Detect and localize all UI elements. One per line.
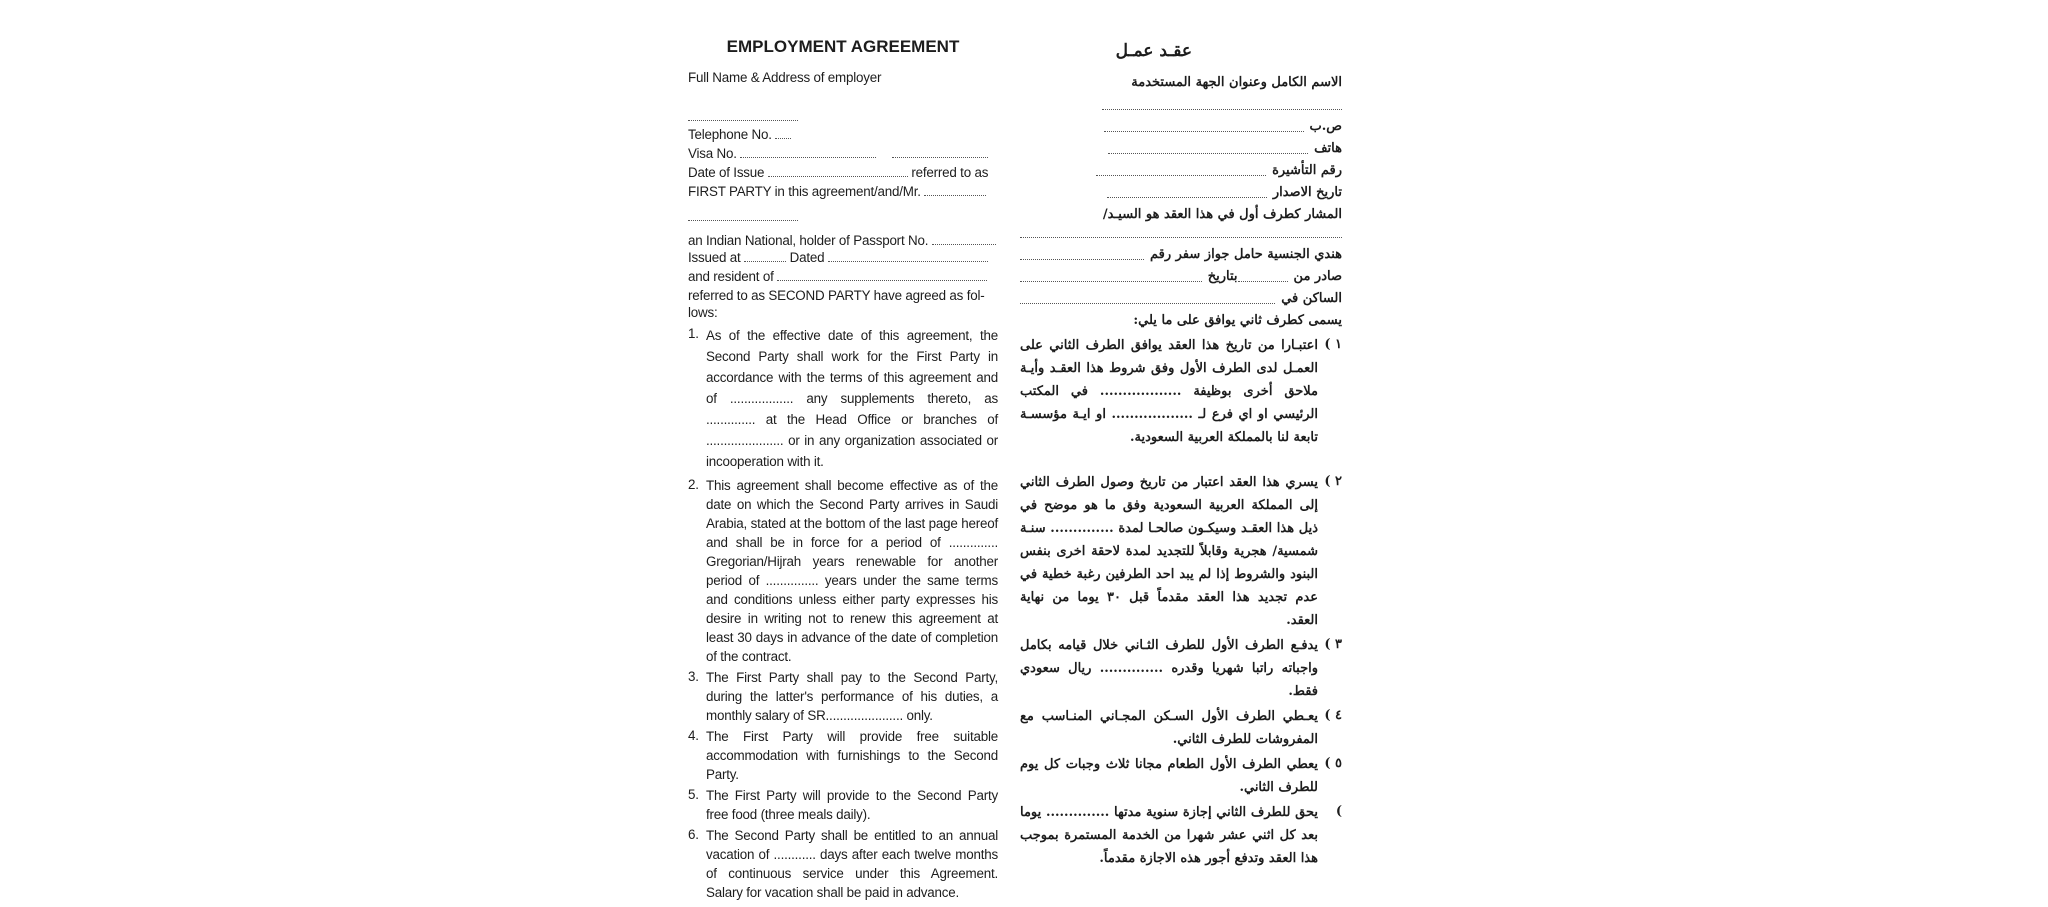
arabic-visa-row [1020, 160, 1342, 182]
arabic-clause-number: ٣ ) [1324, 637, 1342, 652]
clause-number: 2. [688, 477, 699, 492]
arabic-first-party-extra-row [1020, 226, 1342, 244]
passport-row [688, 232, 998, 249]
english-column [688, 34, 998, 902]
arabic-clause-text: اعتبـارا من تاريخ هذا العقد يوافق الطرف الثاني على العمـل لدى الطرف الأول وفق شروط هذا العقـد وأيـة ملاحق أخرى بوظيفة .................. في المكتب الرئيسي او اي فرع لـ .................. او ايـة مؤسسـة تابعة لنا بالمملكة العربية السعودية. [1020, 338, 1318, 445]
clause-text: The Second Party shall be entitled to an annual vacation of ............ days after each twelve months of continuous service under this Agreement. Salary for vacation shall be paid in advance. [706, 828, 998, 900]
arabic-clause-text: يدفـع الطرف الأول للطرف الثـاني خلال قيامه بكامل واجباته راتبا شهريا وقدره .............. ريال سعودي فقط. [1020, 638, 1318, 699]
arabic-column [1020, 40, 1342, 870]
resident-blank [777, 270, 987, 281]
arabic-po-box-label: ص.ب [1309, 119, 1342, 134]
arabic-issue-date-row [1020, 182, 1342, 204]
telephone-row [688, 126, 998, 143]
clause-text: The First Party will provide free suitable accommodation with furnishings to the Second Party. [706, 729, 998, 782]
visa-blank-1 [740, 147, 876, 158]
arabic-clause-text: يعـطي الطرف الأول السـكن المجـاني المنـاسب مع المفروشات للطرف الثاني. [1020, 709, 1318, 747]
passport-blank [932, 234, 996, 245]
visa-blank-2 [892, 147, 988, 158]
arabic-dated-label: بتاريخ [1207, 269, 1238, 284]
arabic-issue-date-label: تاريخ الاصدار [1272, 185, 1342, 200]
arabic-clause-number: ٥ ) [1324, 756, 1342, 771]
telephone-blank [775, 128, 791, 139]
arabic-second-party-line: يسمى كطرف ثاني يوافق على ما يلي: [1133, 313, 1342, 328]
arabic-issued-from-label: صادر من [1293, 269, 1342, 284]
arabic-phone-label: هاتف [1314, 141, 1342, 156]
arabic-first-party-line: المشار كطرف أول في هذا العقد هو السيـد/ [1102, 207, 1342, 222]
arabic-visa-label: رقم التأشيرة [1272, 163, 1342, 178]
arabic-po-box-row [1020, 116, 1342, 138]
clause-number: 3. [688, 669, 699, 684]
first-party-extra-blank [688, 210, 798, 221]
arabic-clause-4 [1020, 705, 1342, 751]
arabic-resident-label: الساكن في [1281, 291, 1342, 306]
arabic-clause-1 [1020, 334, 1342, 449]
first-party-blank [924, 185, 986, 196]
arabic-phone-blank [1108, 138, 1308, 154]
arabic-po-box-blank [1104, 116, 1304, 132]
arabic-resident-blank [1020, 288, 1275, 304]
visa-row [688, 145, 998, 162]
clause-4 [688, 727, 998, 784]
arabic-clause-5 [1020, 753, 1342, 799]
first-party-row [688, 183, 998, 200]
arabic-employer-field [1020, 94, 1342, 116]
employer-label: Full Name & Address of employer [688, 70, 882, 85]
clause-number: 6. [688, 827, 699, 842]
arabic-passport-blank [1020, 244, 1144, 260]
clause-text: The First Party will provide to the Second Party free food (three meals daily). [706, 788, 998, 822]
arabic-phone-row [1020, 138, 1342, 160]
resident-row [688, 268, 998, 285]
arabic-clause-number: ٤ ) [1324, 708, 1342, 723]
arabic-clause-2 [1020, 471, 1342, 632]
clause-2 [688, 476, 998, 666]
date-of-issue-blank [768, 166, 908, 177]
clause-text: As of the effective date of this agreement, the Second Party shall work for the First Party in accordance with the terms of this agreement and of .................. any supplements thereto, as .............. at the Head Office or branches of ...................... or in any organization associated or incooperation with it. [706, 328, 998, 469]
clause-text: This agreement shall become effective as of the date on which the Second Party arrives in Saudi Arabia, stated at the bottom of the last page hereof and shall be in force for a period of .............. Gregorian/Hijrah years renewable for another period of ............... years under the same terms and conditions unless either party expresses his desire in writing not to renew this agreement at least 30 days in advance of the date of completion of the contract. [706, 478, 998, 664]
arabic-clause-text: يسري هذا العقد اعتبار من تاريخ وصول الطرف الثاني إلى المملكة العربية السعودية وفق ما هو موضح في ذيل هذا العقـد وسيكـون صالحـا لمدة .............. سنـة شمسية/ هجرية وقابلاً للتجديد لمدة لاحقة اخرى بنفس البنود والشروط إذا لم يبد احد الطرفين رغبة خطية في عدم تجديد هذا العقد مقدماً قبل ٣٠ يوما من نهاية العقد. [1020, 475, 1319, 628]
referred-label: referred to as [911, 165, 989, 180]
clause-5 [688, 786, 998, 824]
clause-1 [688, 325, 998, 472]
issued-label: Issued at [688, 250, 741, 265]
employer-blank [688, 110, 798, 121]
arabic-clause-number: ١ ) [1324, 337, 1342, 352]
arabic-resident-row [1020, 288, 1342, 310]
dated-label: Dated [789, 250, 825, 265]
date-of-issue-label: Date of Issue [688, 165, 765, 180]
arabic-issued-from-blank [1238, 266, 1288, 282]
arabic-clause-6 [1020, 801, 1342, 870]
issued-blank [744, 251, 786, 262]
arabic-issued-row [1020, 266, 1342, 288]
arabic-clause-number: ) [1335, 804, 1342, 819]
first-party-extra-row [688, 200, 998, 230]
issued-row [688, 249, 998, 266]
clause-number: 5. [688, 787, 699, 802]
second-party-line: referred to as SECOND PARTY have agreed as fol- [688, 288, 985, 303]
arabic-issue-date-blank [1107, 182, 1267, 198]
arabic-employer-row [1020, 72, 1342, 94]
lows-line: lows: [688, 305, 718, 320]
employer-field [688, 86, 998, 126]
arabic-first-party-extra-blank [1020, 226, 1342, 238]
arabic-first-party-row [1020, 204, 1342, 226]
arabic-employer-label: الاسم الكامل وعنوان الجهة المستخدمة [1131, 75, 1342, 90]
arabic-nationality-row [1020, 244, 1342, 266]
clause-3 [688, 668, 998, 725]
arabic-clause-number: ٢ ) [1324, 474, 1342, 489]
first-party-line: FIRST PARTY in this agreement/and/Mr. [688, 184, 921, 199]
clause-number: 4. [688, 728, 699, 743]
arabic-nationality-line: هندي الجنسية حامل جواز سفر رقم [1149, 247, 1342, 262]
clause-number: 1. [688, 326, 699, 341]
dated-blank [828, 251, 988, 262]
arabic-clause-3 [1020, 634, 1342, 703]
arabic-dated-blank [1020, 266, 1202, 282]
arabic-employer-blank [1102, 94, 1342, 110]
arabic-clause-text: يعطي الطرف الأول الطعام مجانا ثلاث وجبات كل يوم للطرف الثاني. [1020, 757, 1318, 795]
english-title: EMPLOYMENT AGREEMENT [726, 37, 960, 56]
clause-text: The First Party shall pay to the Second Party, during the latter's performance of his duties, a monthly salary of SR...................... only. [706, 670, 998, 723]
arabic-visa-blank [1096, 160, 1266, 176]
resident-label: and resident of [688, 269, 774, 284]
passport-line: an Indian National, holder of Passport No. [688, 233, 929, 248]
visa-label: Visa No. [688, 146, 737, 161]
clause-6 [688, 826, 998, 902]
date-of-issue-row [688, 164, 998, 181]
arabic-clause-text: يحق للطرف الثاني إجازة سنوية مدتها .............. يوما بعد كل اثني عشر شهرا من الخدمة المستمرة بموجب هذا العقد وتدفع أجور هذه الاجازة مقدماً. [1020, 805, 1318, 866]
arabic-second-party-row [1020, 310, 1342, 332]
telephone-label: Telephone No. [688, 127, 772, 142]
arabic-title: عقـد عمـل [1115, 41, 1192, 61]
